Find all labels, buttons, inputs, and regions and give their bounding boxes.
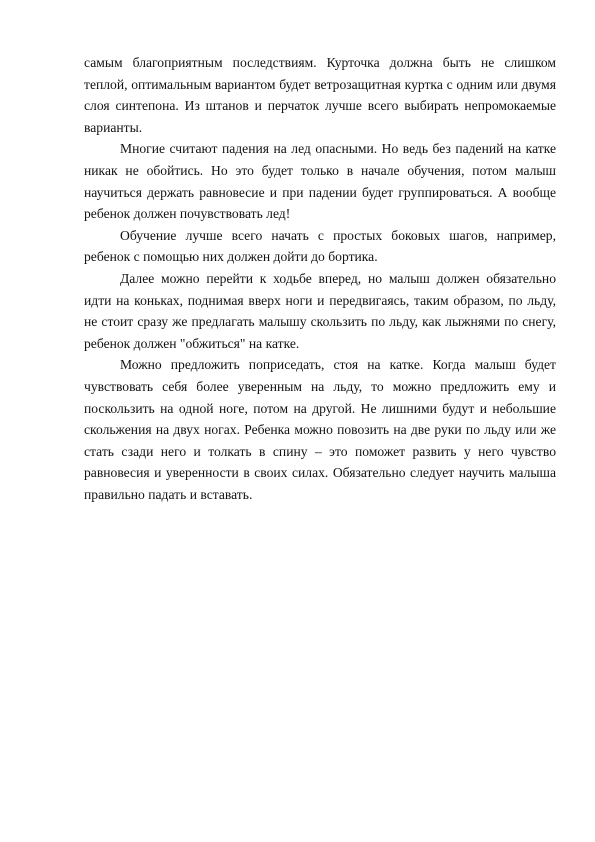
paragraph-walking-forward: Далее можно перейти к ходьбе вперед, но малыш должен обязательно идти на коньках, поднимая вверх ноги и передвигаясь, таким образом, по льду, не стоит сразу же предлагать малышу скользить по льду, как лыжнями по снегу, ребенок должен "обжиться" на катке. — [84, 270, 556, 351]
paragraph-continuation: самым благоприятным последствиям. Курточка должна быть не слишком теплой, оптимальным вариантом будет ветрозащитная куртка с одним или двумя слоя синтепона. Из штанов и перчаток лучше всего выбирать непромокаемые варианты. — [84, 55, 556, 135]
paragraph-side-steps: Обучение лучше всего начать с простых боковых шагов, например, ребенок с помощью них должен дойти до бортика. — [84, 227, 556, 265]
paragraph-squats-and-gliding: Можно предложить поприседать, стоя на катке. Когда малыш будет чувствовать себя более уверенным на льду, то можно предложить ему и поскользить на одной ноге, потом на другой. Не лишними будут и небольшие скольжения на двух ногах. Ребенка можно повозить на две руки по льду или же стать сзади него и толкать в спину – это поможет развить у него чувство равновесия и уверенности в своих силах. Обязательно следует научить малыша правильно падать и вставать. — [84, 357, 556, 502]
body-text — [84, 52, 556, 505]
paragraph-falls: Многие считают падения на лед опасными. Но ведь без падений на катке никак не обойтись. Но это будет только в начале обучения, потом малыш научиться держать равновесие и при падении будет группироваться. А вообще ребенок должен почувствовать лед! — [84, 141, 556, 222]
